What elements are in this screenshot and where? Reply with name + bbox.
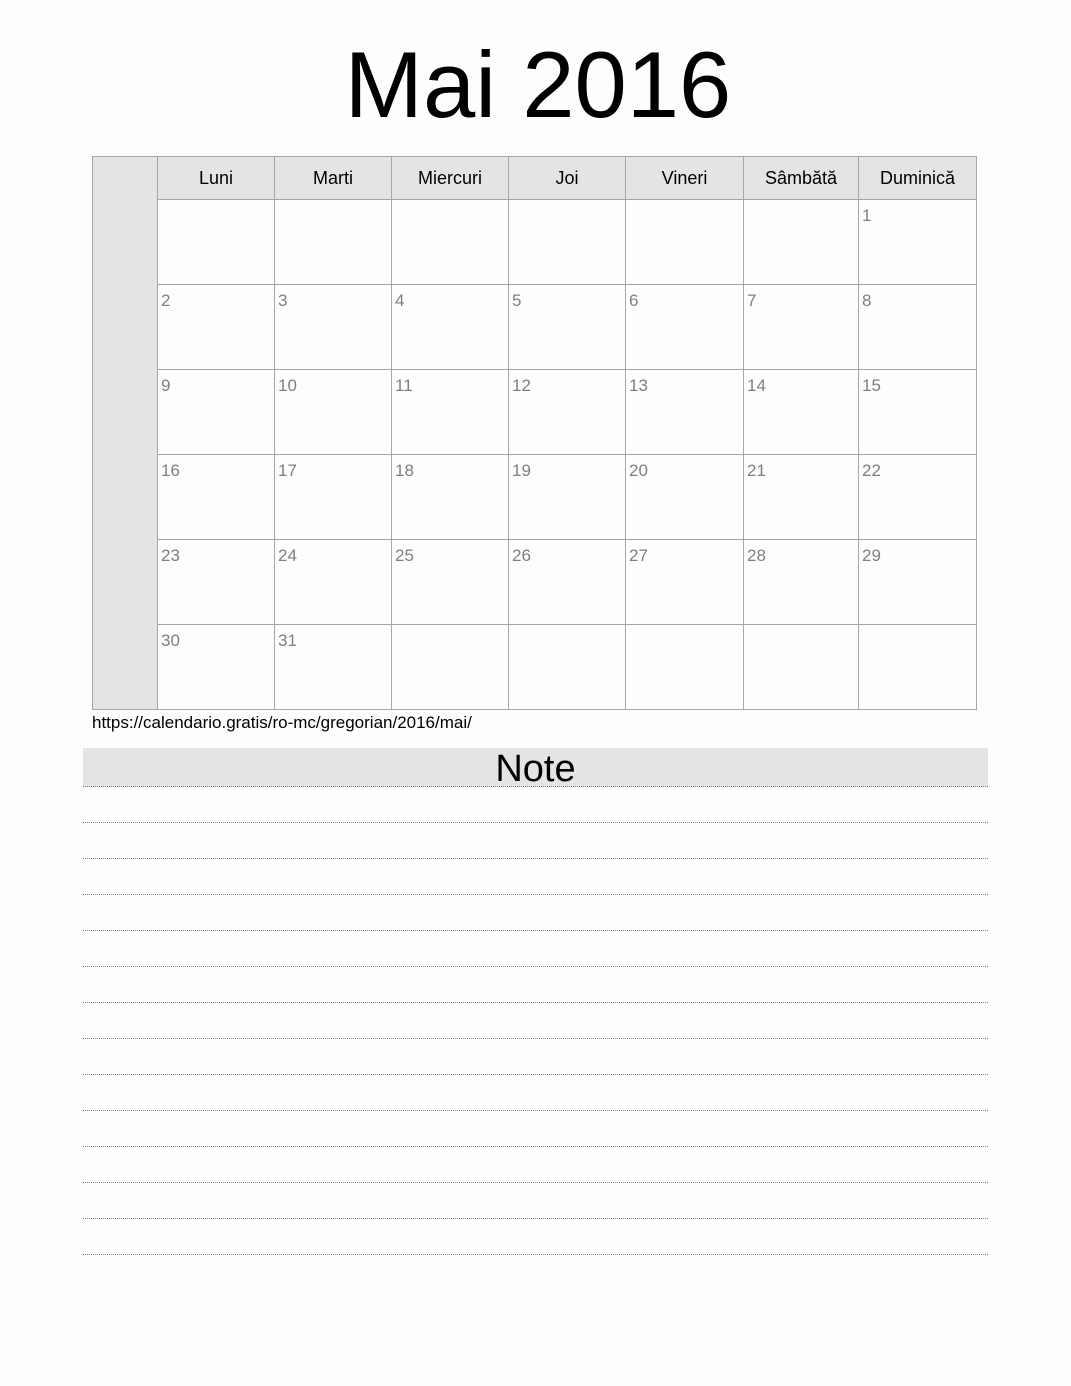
note-line [83, 967, 988, 1003]
day-cell [509, 200, 626, 285]
day-number: 23 [161, 546, 180, 565]
day-cell [626, 370, 744, 455]
day-number [744, 625, 858, 631]
day-number: 12 [512, 376, 531, 395]
day-cell [392, 625, 509, 710]
day-number: 24 [278, 546, 297, 565]
day-cell [158, 370, 275, 455]
day-number: 20 [629, 461, 648, 480]
day-cell [744, 540, 859, 625]
day-number: 16 [161, 461, 180, 480]
day-number [275, 200, 391, 206]
day-cell [626, 200, 744, 285]
day-number [626, 200, 743, 206]
day-number: 8 [862, 291, 872, 310]
day-cell [509, 625, 626, 710]
notes-heading: Note [83, 748, 988, 787]
day-cell [392, 285, 509, 370]
day-number: 1 [862, 206, 872, 225]
day-cell [392, 370, 509, 455]
day-cell [509, 455, 626, 540]
day-number: 28 [747, 546, 766, 565]
day-number [859, 625, 976, 631]
day-cell [626, 540, 744, 625]
day-number: 26 [512, 546, 531, 565]
day-cell [158, 200, 275, 285]
weekday-header: Duminică [859, 157, 977, 200]
day-cell [509, 370, 626, 455]
day-number: 19 [512, 461, 531, 480]
day-cell [275, 625, 392, 710]
day-number [392, 200, 508, 206]
day-number: 3 [278, 291, 288, 310]
day-number: 25 [395, 546, 414, 565]
day-cell [158, 285, 275, 370]
day-cell [158, 540, 275, 625]
note-line [83, 1003, 988, 1039]
day-number: 9 [161, 376, 171, 395]
day-cell [744, 285, 859, 370]
notes-section [83, 748, 988, 1255]
day-number: 14 [747, 376, 766, 395]
day-cell [859, 540, 977, 625]
week-row [158, 540, 977, 625]
day-number [744, 200, 858, 206]
note-line [83, 859, 988, 895]
weekday-header: Luni [158, 157, 275, 200]
day-cell [744, 370, 859, 455]
day-cell [626, 625, 744, 710]
day-cell [744, 455, 859, 540]
day-number: 4 [395, 291, 405, 310]
week-row [158, 200, 977, 285]
note-line [83, 1147, 988, 1183]
week-row [158, 285, 977, 370]
day-number: 6 [629, 291, 639, 310]
week-row [158, 625, 977, 710]
day-number [509, 200, 625, 206]
day-number: 7 [747, 291, 757, 310]
weekday-header: Vineri [626, 157, 744, 200]
day-cell [392, 540, 509, 625]
day-cell [859, 370, 977, 455]
day-cell [744, 200, 859, 285]
day-cell [859, 285, 977, 370]
day-cell [509, 285, 626, 370]
day-number: 2 [161, 291, 171, 310]
day-cell [626, 285, 744, 370]
day-cell [275, 200, 392, 285]
note-line [83, 1219, 988, 1255]
day-number: 21 [747, 461, 766, 480]
note-line [83, 1183, 988, 1219]
day-number [158, 200, 274, 206]
note-line [83, 823, 988, 859]
day-cell [859, 625, 977, 710]
day-number: 13 [629, 376, 648, 395]
day-number: 22 [862, 461, 881, 480]
weekday-header: Joi [509, 157, 626, 200]
day-cell [158, 455, 275, 540]
day-cell [392, 200, 509, 285]
week-row [158, 370, 977, 455]
day-cell [275, 455, 392, 540]
week-number-column [92, 156, 157, 710]
weekday-header: Miercuri [392, 157, 509, 200]
weekday-header: Marti [275, 157, 392, 200]
day-cell [392, 455, 509, 540]
note-line [83, 1111, 988, 1147]
day-cell [509, 540, 626, 625]
day-number: 11 [395, 376, 413, 395]
day-number: 31 [278, 631, 297, 650]
day-cell [275, 540, 392, 625]
day-number: 18 [395, 461, 414, 480]
day-cell [859, 200, 977, 285]
day-number: 30 [161, 631, 180, 650]
day-number [392, 625, 508, 631]
day-number: 17 [278, 461, 297, 480]
day-number: 15 [862, 376, 881, 395]
day-number: 27 [629, 546, 648, 565]
page-title: Mai 2016 [344, 32, 732, 137]
day-cell [275, 285, 392, 370]
day-cell [744, 625, 859, 710]
note-line [83, 1075, 988, 1111]
day-cell [859, 455, 977, 540]
day-cell [626, 455, 744, 540]
day-number [626, 625, 743, 631]
day-number: 29 [862, 546, 881, 565]
note-line [83, 895, 988, 931]
source-url: https://calendario.gratis/ro-mc/gregorian/2016/mai/ [92, 713, 472, 732]
weekday-header-row [158, 157, 977, 200]
day-cell [158, 625, 275, 710]
calendar-grid [157, 156, 977, 710]
note-line [83, 1039, 988, 1075]
note-line [83, 931, 988, 967]
weekday-header: Sâmbătă [744, 157, 859, 200]
month-calendar [92, 156, 977, 710]
day-cell [275, 370, 392, 455]
day-number: 5 [512, 291, 522, 310]
day-number [509, 625, 625, 631]
week-row [158, 455, 977, 540]
note-line [83, 787, 988, 823]
day-number: 10 [278, 376, 297, 395]
